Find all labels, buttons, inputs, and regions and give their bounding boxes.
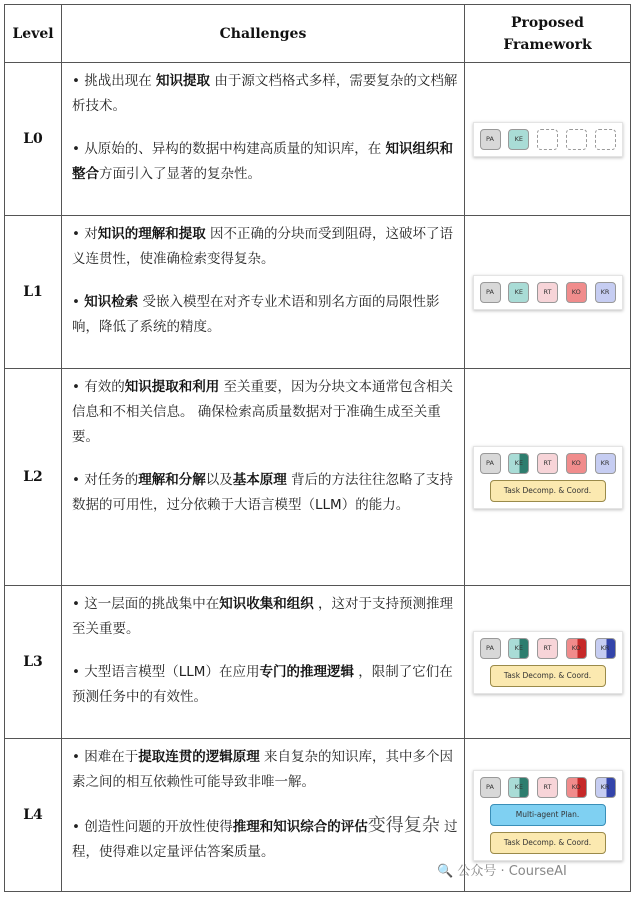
challenge-text: 过程，使得难以定量评估答案质量。 [72,819,458,860]
highlight-term: 知识提取和利用 [124,379,220,395]
module-box-ko: KO [566,777,587,798]
module-box-kr: KR [595,282,616,303]
challenge-text: • 有效的 [72,379,125,395]
challenge-item [72,290,458,340]
module-box-ko: KO [566,282,587,303]
highlight-term: 推理和知识综合的评估 [232,819,368,835]
module-box-ke: KE [508,777,529,798]
challenge-text: 因不正确的分块而受到阻碍，这破坏了语义连贯性，使准确检索变得复杂。 [72,226,454,267]
module-box-empty [595,129,616,150]
multi-agent-plan-bar: Multi-agent Plan. [490,804,606,826]
challenge-text: • 创造性问题的开放性使得 [72,819,233,835]
module-box-rt: RT [537,453,558,474]
challenge-text: • 大型语言模型（LLM）在应用 [72,664,260,680]
challenge-item [72,468,458,518]
highlight-term: 知识检索 [84,294,139,310]
challenge-item [72,69,458,119]
highlight-term: 知识组织和整合 [72,141,454,182]
module-box-pa: PA [480,638,501,659]
watermark: 🔍 公众号 · CourseAI [437,864,567,879]
challenges-cell [62,63,465,216]
challenge-item [72,375,458,450]
framework-diagram [473,631,623,694]
challenges-cell [62,216,465,369]
challenge-text: ，限制了它们在预测任务中的有效性。 [72,664,453,705]
challenges-table [4,4,631,892]
header-level: Level [5,5,62,63]
highlight-term: 知识提取 [156,73,211,89]
challenge-item [72,137,458,187]
framework-diagram [473,122,623,157]
module-box-ke: KE [508,129,529,150]
challenge-text: 来自复杂的知识库，其中多个因素之间的相互依赖性可能导致非唯一解。 [72,749,454,790]
highlight-term: 基本原理 [232,472,287,488]
challenge-text: 以及 [205,472,233,488]
module-box-pa: PA [480,129,501,150]
module-box-empty [566,129,587,150]
module-box-pa: PA [480,453,501,474]
challenge-item [72,660,458,710]
highlight-term: 专门的推理逻辑 [259,664,354,680]
framework-cell [465,63,631,216]
table-row [5,586,631,739]
module-box-ke: KE [508,453,529,474]
module-box-pa: PA [480,282,501,303]
module-row [478,638,618,659]
challenge-text: • 挑战出现在 [72,73,157,89]
table-row [5,216,631,369]
challenge-item [72,592,458,642]
module-box-kr: KR [595,638,616,659]
challenge-text: • 困难在于 [72,749,139,765]
challenge-text: ，这对于支持预测推理至关重要。 [72,596,454,637]
module-box-rt: RT [537,282,558,303]
challenge-text: 由于源文档格式多样，需要复杂的文档解析技术。 [72,73,458,114]
task-decomp-bar: Task Decomp. & Coord. [490,480,606,502]
header-row [5,5,631,63]
challenge-item [72,813,458,865]
level-cell: L4 [5,739,62,892]
framework-cell [465,216,631,369]
challenges-cell [62,369,465,586]
module-row [478,282,618,303]
challenge-text: 方面引入了显著的复杂性。 [99,166,261,182]
table-row [5,369,631,586]
framework-cell [465,586,631,739]
module-row [478,453,618,474]
header-framework-line1: Proposed [511,14,584,31]
challenge-text: 背后的方法往往忽略了支持数据的可用性，过分依赖于大语言模型（LLM）的能力。 [72,472,454,513]
task-decomp-bar: Task Decomp. & Coord. [490,832,606,854]
module-row [478,129,618,150]
challenges-cell [62,586,465,739]
header-framework-line2: Framework [503,36,592,53]
challenge-text: • 对 [72,226,98,242]
level-cell: L3 [5,586,62,739]
module-box-empty [537,129,558,150]
framework-diagram [473,770,623,861]
challenge-text: 至关重要，因为分块文本通常包含相关信息和不相关信息。 确保检索高质量数据对于准确生成至关重要。 [72,379,454,445]
highlight-term: 理解和分解 [138,472,206,488]
module-box-ko: KO [566,453,587,474]
challenges-cell [62,739,465,892]
framework-cell [465,369,631,586]
challenge-text: • 对任务的 [72,472,139,488]
challenge-item [72,222,458,272]
level-cell: L0 [5,63,62,216]
challenge-text: • 从原始的、异构的数据中构建高质量的知识库，在 [72,141,386,157]
level-cell: L2 [5,369,62,586]
challenge-text: • [72,294,85,310]
framework-diagram [473,446,623,509]
module-box-ko: KO [566,638,587,659]
challenge-text: 受嵌入模型在对齐专业术语和别名方面的局限性影响，降低了系统的精度。 [72,294,440,335]
table-row [5,63,631,216]
module-row [478,777,618,798]
module-box-pa: PA [480,777,501,798]
module-box-kr: KR [595,777,616,798]
challenge-text: • 这一层面的挑战集中在 [72,596,220,612]
header-framework [465,5,631,63]
framework-diagram [473,275,623,310]
header-challenges: Challenges [62,5,465,63]
highlight-term: 提取连贯的逻辑原理 [138,749,260,765]
highlight-term: 知识的理解和提取 [97,226,206,242]
challenge-item [72,745,458,795]
module-box-ke: KE [508,638,529,659]
task-decomp-bar: Task Decomp. & Coord. [490,665,606,687]
level-cell: L1 [5,216,62,369]
module-box-rt: RT [537,638,558,659]
highlight-term: 知识收集和组织 [219,596,314,612]
module-box-kr: KR [595,453,616,474]
module-box-rt: RT [537,777,558,798]
challenge-text: 变得复杂 [367,815,440,836]
module-box-ke: KE [508,282,529,303]
